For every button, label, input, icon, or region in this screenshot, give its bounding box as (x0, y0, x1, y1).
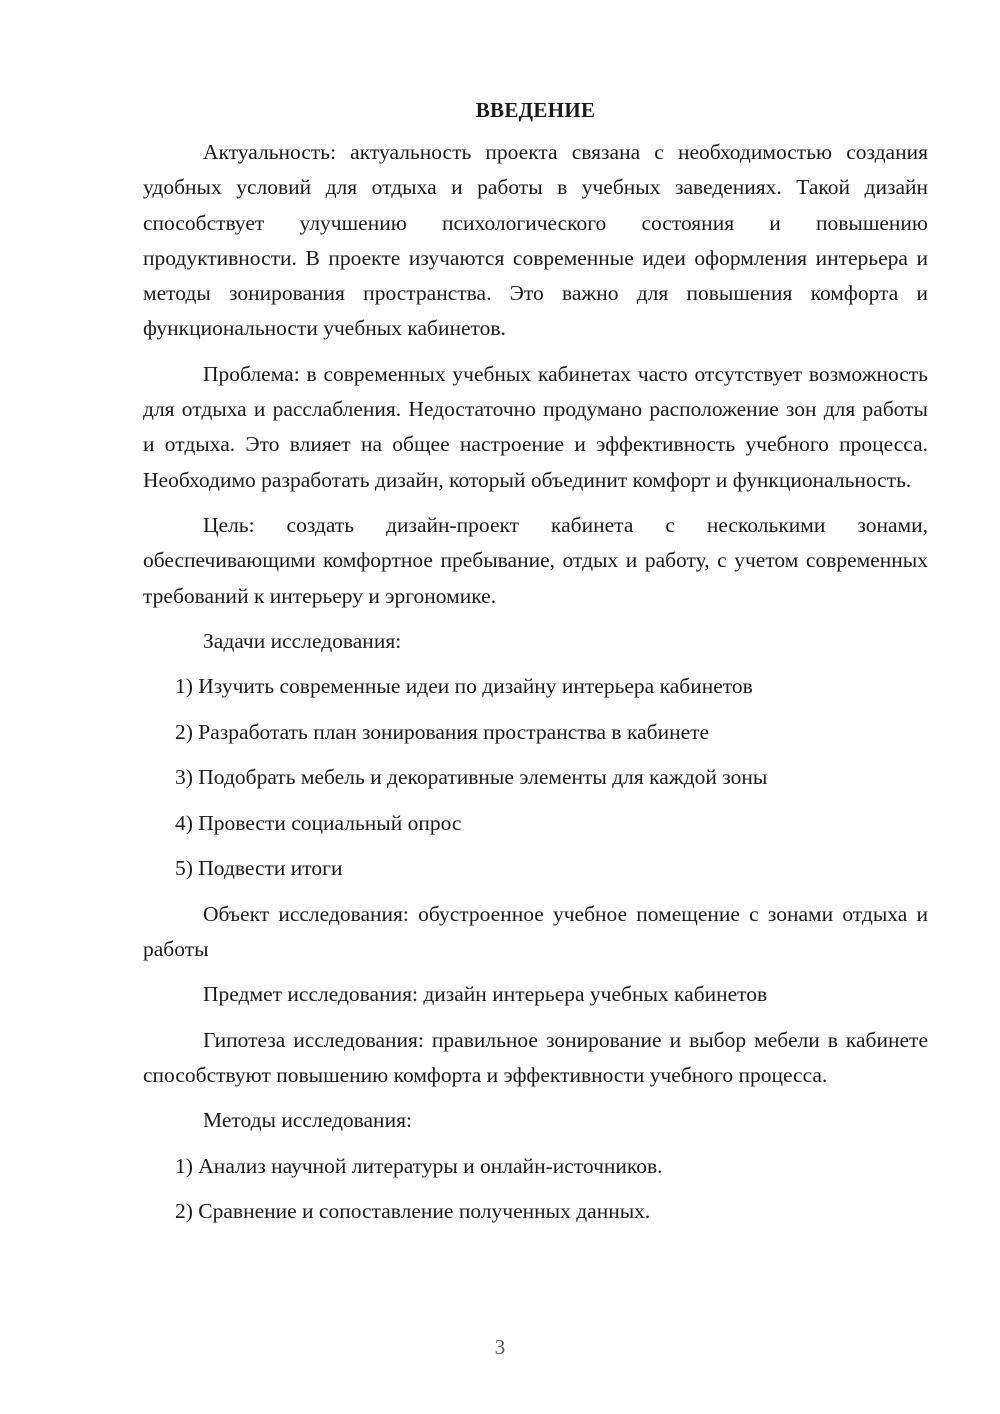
hypothesis-paragraph: Гипотеза исследования: правильное зонирование и выбор мебели в кабинете способствуют повышению комфорта и эффективности учебного процесса. (143, 1027, 928, 1088)
task-item-4: 4) Провести социальный опрос (175, 810, 462, 835)
object-paragraph: Объект исследования: обустроенное учебное помещение с зонами отдыха и работы (143, 901, 928, 962)
document-page (143, 95, 928, 1240)
subject-paragraph: Предмет исследования: дизайн интерьера учебных кабинетов (203, 982, 768, 1007)
task-item-5: 5) Подвести итоги (175, 856, 343, 881)
method-item-2: 2) Сравнение и сопоставление полученных данных. (175, 1199, 651, 1224)
task-item-1: 1) Изучить современные идеи по дизайну интерьера кабинетов (175, 674, 753, 699)
goal-paragraph: Цель: создать дизайн-проект кабинета с несколькими зонами, обеспечивающими комфортное пребывание, отдых и работу, с учетом современных требований к интерьеру и эргономике. (143, 512, 928, 608)
section-heading: ВВЕДЕНИЕ (475, 98, 596, 122)
tasks-title: Задачи исследования: (203, 628, 402, 653)
page-number: 3 (494, 1335, 506, 1359)
methods-title: Методы исследования: (203, 1108, 412, 1133)
task-item-2: 2) Разработать план зонирования пространства в кабинете (175, 719, 710, 744)
relevance-paragraph: Актуальность: актуальность проекта связана с необходимостью создания удобных условий для отдыха и работы в учебных заведениях. Такой дизайн способствует улучшению психологического состояния и повышению продуктивности. В проекте изучаются современные идеи оформления интерьера и методы зонирования пространства. Это важно для повышения комфорта и функциональности учебных кабинетов. (143, 140, 928, 341)
problem-paragraph: Проблема: в современных учебных кабинетах часто отсутствует возможность для отдыха и расслабления. Недостаточно продумано расположение зон для работы и отдыха. Это влияет на общее настроение и эффективность учебного процесса. Необходимо разработать дизайн, который объединит комфорт и функциональность. (143, 361, 928, 492)
method-item-1: 1) Анализ научной литературы и онлайн-источников. (175, 1153, 663, 1178)
task-item-3: 3) Подобрать мебель и декоративные элементы для каждой зоны (175, 765, 768, 790)
